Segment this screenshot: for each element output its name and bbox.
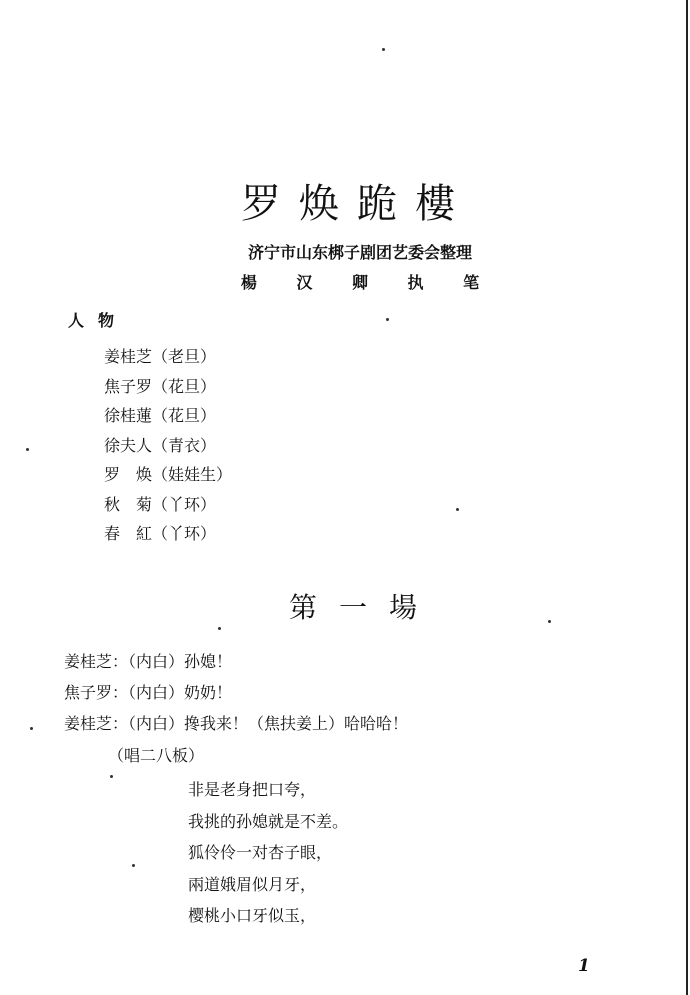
verse-line: 樱桃小口牙似玉， — [188, 906, 317, 925]
cast-item: 秋 菊（丫环） — [104, 494, 217, 514]
scan-speck — [218, 627, 221, 630]
scene-heading: 第一場 — [288, 591, 439, 624]
scan-speck — [26, 448, 29, 451]
dialogue-line: 焦子罗：（内白）奶奶！ — [64, 683, 233, 702]
dialogue-line: 姜桂芝：（内白）孙媳！ — [64, 652, 233, 671]
cast-item: 徐夫人（青衣） — [104, 435, 217, 455]
page-number: 1 — [578, 956, 590, 976]
scan-speck — [110, 775, 113, 778]
cast-item: 徐桂蓮（花旦） — [104, 406, 217, 425]
roles-heading: 人物 — [68, 311, 129, 330]
verse-block — [188, 774, 348, 932]
dialogue-block — [64, 646, 408, 739]
cast-item: 姜桂芝（老旦） — [104, 347, 217, 366]
cast-list — [104, 342, 232, 549]
verse-line: 兩道娥眉似月牙， — [188, 874, 317, 894]
scan-speck — [386, 318, 389, 321]
verse-line: 我挑的孙媳就是不差。 — [188, 811, 349, 831]
page-edge — [686, 0, 688, 995]
dialogue-line: 姜桂芝：（内白）搀我来！（焦扶姜上）哈哈哈！ — [64, 714, 409, 733]
scan-speck — [456, 508, 459, 511]
cast-item: 春 紅（丫环） — [104, 524, 217, 543]
tune-direction: （唱二八板） — [108, 746, 205, 765]
scan-speck — [132, 864, 135, 867]
scan-speck — [548, 620, 551, 623]
play-title: 罗焕跪樓 — [241, 181, 473, 227]
cast-item: 焦子罗（花旦） — [104, 376, 217, 396]
verse-line: 非是老身把口夸， — [188, 780, 317, 799]
scan-speck — [382, 48, 385, 51]
verse-line: 狐伶伶一对杏子眼， — [188, 843, 333, 862]
scan-speck — [30, 727, 33, 730]
cast-item: 罗 焕（娃娃生） — [104, 465, 233, 484]
credit-organization: 济宁市山东梆子剧团艺委会整理 — [247, 243, 472, 262]
credit-writer: 楊 汉 卿 执 笔 — [240, 273, 480, 292]
